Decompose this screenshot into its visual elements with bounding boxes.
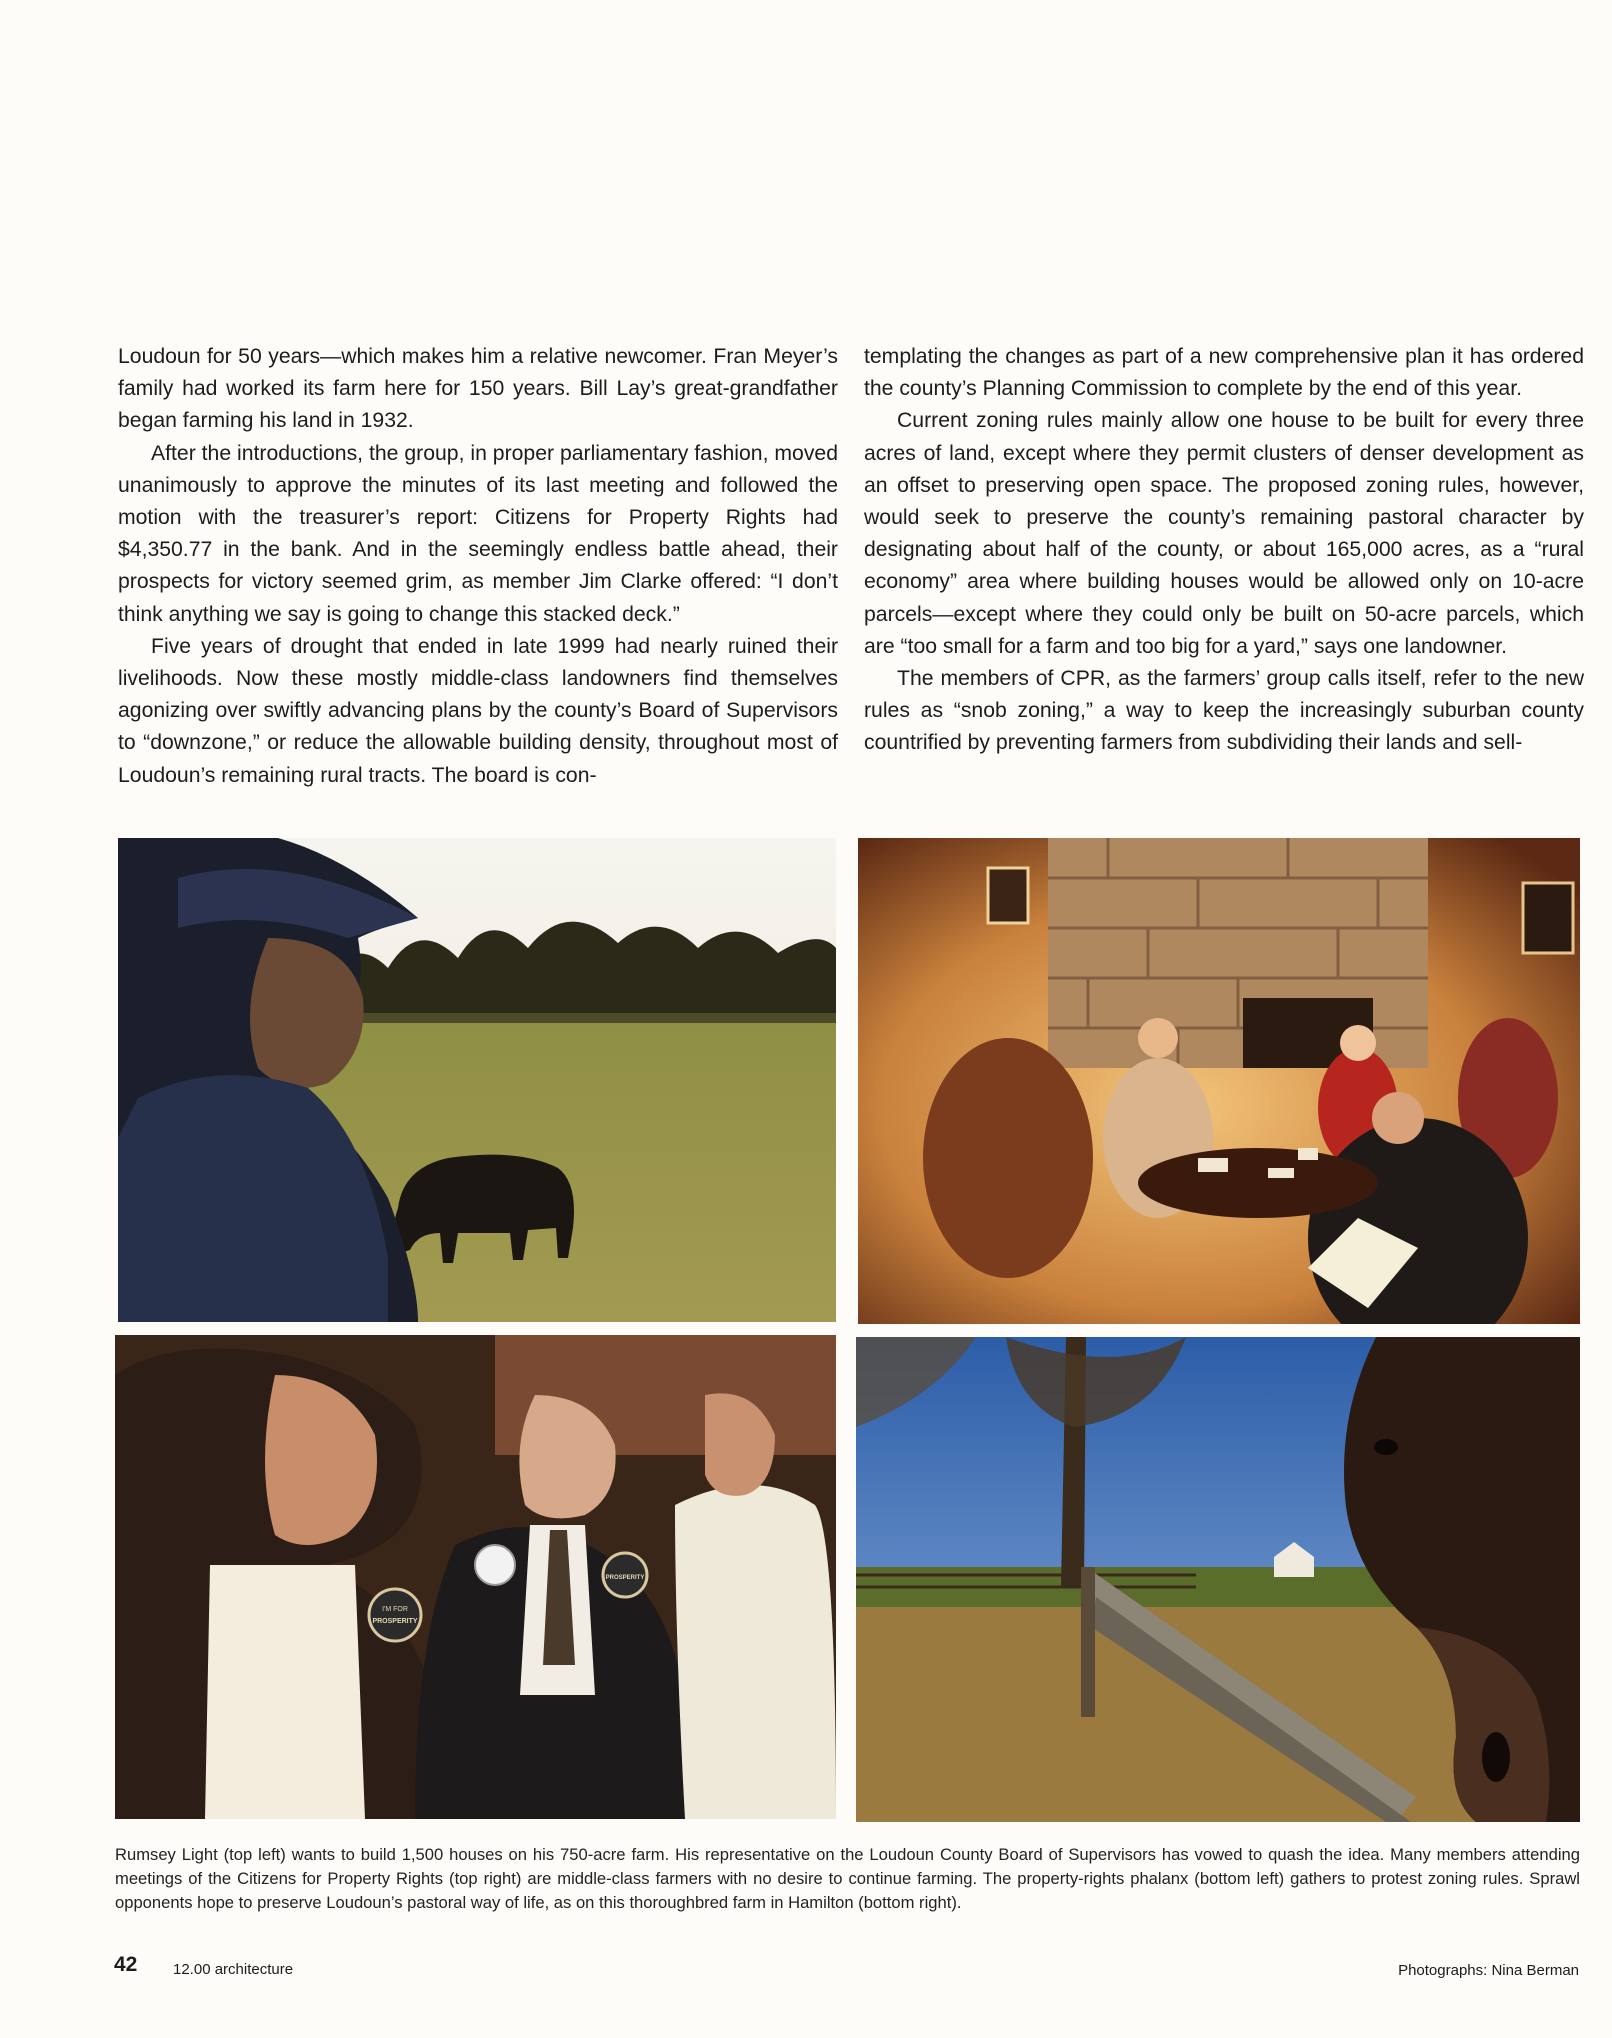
photo-property-rights-phalanx xyxy=(115,1335,836,1819)
photo-credit: Photographs: Nina Berman xyxy=(1398,1962,1579,1979)
photo-thoroughbred-farm xyxy=(856,1337,1580,1822)
paragraph: Current zoning rules mainly allow one house to be built for every three acres of land, except where they permit clusters of denser development as an offset to preserving open space. The proposed zoning rules, however, would seek to preserve the county’s remaining pastoral character by designating about half of the county, or about 165,000 acres, as a “rural economy” area where building houses would be allowed only on 10-acre parcels—except where they could only be built on 50-acre parcels, which are “too small for a farm and too big for a yard,” says one landowner. xyxy=(864,409,1584,658)
paragraph: Loudoun for 50 years—which makes him a relative newcomer. Fran Meyer’s family had worked its farm here for 150 years. Bill Lay’s great-grandfather began farming his land in 1932. xyxy=(118,345,838,433)
button-text-line2: PROSPERITY xyxy=(372,1618,418,1625)
page-number: 42 xyxy=(114,1953,138,1976)
phalanx-illustration xyxy=(115,1335,836,1819)
paragraph: Five years of drought that ended in late 1999 had nearly ruined their livelihoods. Now these mostly middle-class landowners find themselves agonizing over swiftly advancing plans by the county’s Board of Supervisors to “downzone,” or reduce the allowable building density, throughout most of Loudoun’s remaining rural tracts. The board is con- xyxy=(118,634,838,787)
button-text: PROSPERITY xyxy=(605,1575,645,1581)
farmer-pasture-illustration xyxy=(118,838,836,1322)
paragraph: The members of CPR, as the farmers’ group calls itself, refer to the new rules as “snob zoning,” a way to keep the increasingly suburban county countrified by preventing farmers from subdividing their lands and sell- xyxy=(864,667,1584,755)
paragraph: templating the changes as part of a new comprehensive plan it has ordered the county’s Planning Commission to complete by the end of this year. xyxy=(864,345,1584,401)
meeting-illustration xyxy=(858,838,1580,1324)
horse-farm-illustration xyxy=(856,1337,1580,1822)
article-column-left xyxy=(118,341,838,792)
paragraph: After the introductions, the group, in proper parliamentary fashion, moved unanimously to approve the minutes of its last meeting and followed the motion with the treasurer’s report: Citizens for Property Rights had $4,350.77 in the bank. And in the seemingly endless battle ahead, their prospects for victory seemed grim, as member Jim Clarke offered: “I don’t think anything we say is going to change this stacked deck.” xyxy=(118,441,838,626)
photo-caption: Rumsey Light (top left) wants to build 1,500 houses on his 750-acre farm. His representative on the Loudoun County Board of Supervisors has vowed to quash the idea. Many members attending meetings of the Citizens for Property Rights (top right) are middle-class farmers with no desire to continue farming. The property-rights phalanx (bottom left) gathers to protest zoning rules. Sprawl opponents hope to preserve Loudoun’s pastoral way of life, as on this thoroughbred farm in Hamilton (bottom right). xyxy=(115,1845,1580,1912)
article-column-right xyxy=(864,341,1584,760)
button-text-line1: I'M FOR xyxy=(382,1606,408,1613)
issue-label: 12.00 architecture xyxy=(173,1961,294,1978)
photo-farmer-pasture xyxy=(118,838,836,1322)
photo-cpr-meeting xyxy=(858,838,1580,1324)
